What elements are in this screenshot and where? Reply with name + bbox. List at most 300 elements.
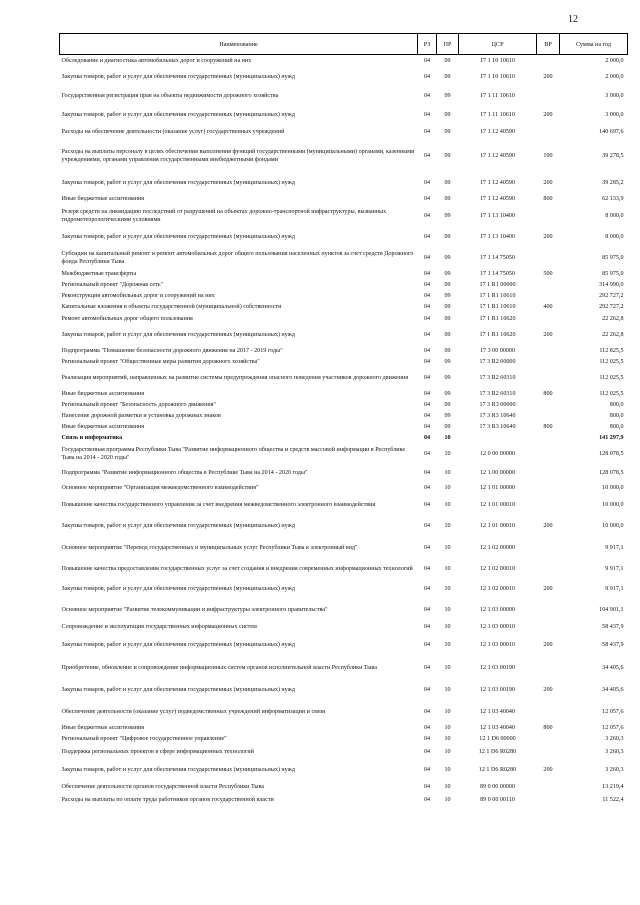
row-vr: 500 (543, 271, 553, 278)
row-sum: 39 278,5 (602, 152, 624, 159)
row-sum: 112 825,5 (599, 347, 624, 354)
row-rz: 04 (423, 293, 431, 300)
row-sum: 34 405,6 (602, 664, 624, 671)
row-rz: 04 (423, 92, 431, 99)
row-csr: 12 1 03 00010 (479, 641, 516, 648)
row-name: Основное мероприятие "Организация межведомственного взаимодействия" (61, 485, 259, 492)
row-rz: 04 (423, 708, 431, 715)
row-sum: 8 000,0 (605, 212, 624, 219)
row-csr: 17 1 13 10400 (479, 233, 516, 240)
row-vr (537, 735, 560, 746)
row-rz: 04 (423, 784, 431, 791)
row-sum: 3 260,3 (605, 748, 624, 755)
row-vr: 200 (543, 766, 553, 773)
row-pr: 09 (444, 233, 451, 240)
table-row (60, 735, 628, 746)
row-pr: 09 (444, 57, 451, 64)
row-vr: 200 (543, 331, 553, 338)
table-row (60, 174, 628, 194)
row-vr: 200 (543, 179, 553, 186)
table-row (60, 702, 628, 724)
row-sum: 9 917,1 (605, 565, 624, 572)
row-rz: 04 (423, 315, 431, 322)
row-name: Субсидии на капитальный ремонт и ремонт автомобильных дорог общего пользования населенных пунктов за счет средств Дорожного фонда Республики Тыва (61, 251, 414, 265)
row-name: Иные бюджетные ассигнования (61, 391, 145, 398)
row-csr: 17 3 R2 60310 (479, 375, 516, 382)
row-vr (537, 444, 560, 466)
row-rz: 04 (423, 585, 431, 592)
table-row (60, 346, 628, 358)
table-row (60, 292, 628, 303)
row-rz: 04 (423, 195, 431, 202)
row-name: Реализация мероприятий, направленных на развитие системы предупреждения опасного поведения участников дорожного движения (61, 375, 409, 382)
table-row (60, 444, 628, 466)
row-name: Резерв средств на ликвидацию последствий от разрушений на объектах дорожно-транспортной инфраструктуры, вызванных гидрометеорологическими условиями (61, 209, 387, 223)
row-sum: 9 917,1 (605, 544, 624, 551)
row-sum: 39 285,2 (602, 179, 624, 186)
row-rz: 04 (423, 152, 431, 159)
row-pr: 10 (444, 708, 451, 715)
row-vr (537, 248, 560, 270)
row-pr: 10 (444, 784, 451, 791)
table-row (60, 270, 628, 281)
row-sum: 292 727,2 (599, 293, 624, 300)
row-name: Закупка товаров, работ и услуг для обеспечения государственных (муниципальных) нужд (61, 766, 295, 773)
row-csr: 17 1 12 40590 (479, 152, 516, 159)
row-vr: 200 (543, 522, 553, 529)
table-row (60, 496, 628, 516)
row-name: Повышение качества государственного управления за счет внедрения межведомственного электронного взаимодействия (61, 501, 376, 508)
row-csr: 17 1 11 10610 (480, 111, 515, 118)
row-sum: 314 990,0 (599, 282, 624, 289)
row-csr: 17 1 10 10610 (479, 73, 516, 80)
row-csr: 12 1 D6 R0280 (478, 766, 517, 773)
table-row (60, 658, 628, 680)
row-rz: 04 (423, 606, 431, 613)
row-csr: 12 1 02 00010 (479, 585, 516, 592)
header-rz: РЗ (418, 34, 437, 55)
row-name: Капитальные вложения в объекты государственной (муниципальной) собственности (61, 304, 282, 311)
row-rz: 04 (423, 304, 431, 311)
row-csr: 17 1 R1 00000 (479, 282, 516, 289)
row-vr (537, 55, 560, 68)
row-pr: 09 (444, 111, 451, 118)
row-name: Закупка товаров, работ и услуг для обеспечения государственных (муниципальных) нужд (61, 111, 295, 118)
row-csr: 89 0 00 00000 (479, 784, 516, 791)
row-pr: 10 (444, 736, 451, 743)
row-name: Региональный проект "Безопасность дорожного движения" (61, 402, 216, 409)
row-sum: 10 000,0 (602, 522, 624, 529)
row-vr: 800 (543, 725, 553, 732)
row-name: Иные бюджетные ассигнования (61, 725, 145, 732)
row-pr: 09 (444, 375, 451, 382)
row-rz: 04 (423, 413, 431, 420)
row-sum: 8 000,0 (605, 233, 624, 240)
row-vr: 200 (543, 73, 553, 80)
row-vr (537, 434, 560, 444)
table-row (60, 390, 628, 401)
row-sum: 9 917,1 (605, 585, 624, 592)
table-row (60, 634, 628, 658)
row-pr: 10 (444, 485, 451, 492)
row-rz: 04 (423, 128, 431, 135)
table-row (60, 326, 628, 346)
row-vr (537, 206, 560, 228)
table-row (60, 434, 628, 444)
row-rz: 04 (423, 501, 431, 508)
row-pr: 10 (444, 686, 451, 693)
row-sum: 3 000,0 (605, 92, 624, 99)
row-rz: 04 (423, 347, 431, 354)
row-rz: 04 (423, 271, 431, 278)
row-rz: 04 (423, 391, 431, 398)
row-sum: 10 000,0 (602, 485, 624, 492)
row-pr: 09 (444, 179, 451, 186)
row-name: Нанесение дорожной разметки и установка дорожных знаков (61, 413, 221, 420)
row-rz: 04 (423, 641, 431, 648)
row-csr: 12 0 00 00000 (479, 450, 516, 457)
row-vr (537, 795, 560, 807)
row-pr: 10 (444, 796, 451, 803)
row-pr: 09 (444, 359, 451, 366)
header-sum: Сумма на год (560, 34, 628, 55)
row-csr: 12 1 02 00000 (479, 544, 516, 551)
row-vr: 200 (543, 233, 553, 240)
row-sum: 104 901,1 (599, 606, 624, 613)
row-vr: 800 (543, 391, 553, 398)
row-vr (537, 369, 560, 390)
row-pr: 10 (444, 641, 451, 648)
row-csr: 12 1 02 00010 (479, 565, 516, 572)
row-pr: 09 (444, 315, 451, 322)
row-csr: 12 1 03 40040 (479, 725, 516, 732)
row-pr: 09 (444, 293, 451, 300)
row-pr: 10 (444, 606, 451, 613)
table-row (60, 560, 628, 580)
row-vr: 200 (543, 111, 553, 118)
row-name: Обследование и диагностика автомобильных дорог и сооружений на них (61, 57, 252, 64)
row-pr: 09 (444, 402, 451, 409)
row-csr: 17 1 12 40590 (479, 179, 516, 186)
row-rz: 04 (423, 686, 431, 693)
row-pr: 09 (444, 128, 451, 135)
row-sum: 128 078,5 (599, 470, 624, 477)
row-vr (537, 658, 560, 680)
table-row (60, 538, 628, 560)
row-sum: 58 437,9 (602, 623, 624, 630)
table-row (60, 412, 628, 423)
table-row (60, 126, 628, 140)
row-rz: 04 (423, 233, 431, 240)
row-rz: 04 (423, 748, 431, 755)
row-csr: 12 1 03 00190 (479, 686, 516, 693)
row-sum: 13 219,4 (602, 784, 624, 791)
row-pr: 10 (444, 565, 451, 572)
row-pr: 10 (444, 470, 451, 477)
row-csr: 12 1 01 00010 (479, 522, 516, 529)
row-vr (537, 600, 560, 622)
page-number: 12 (568, 14, 578, 25)
row-name: Закупка товаров, работ и услуг для обеспечения государственных (муниципальных) нужд (61, 641, 295, 648)
row-csr: 17 3 R3 10640 (479, 424, 516, 431)
row-sum: 2 000,0 (605, 57, 624, 64)
table-row (60, 516, 628, 538)
table-row (60, 746, 628, 760)
row-name: Иные бюджетные ассигнования (61, 195, 145, 202)
row-name: Ремонт автомобильных дорог общего пользования (61, 315, 193, 322)
row-csr: 89 0 00 00110 (480, 796, 515, 803)
row-name: Подпрограмма "Повышение безопасности дорожного движения на 2017 - 2019 годы" (61, 347, 283, 354)
row-name: Основное мероприятие "Развитие телекоммуникации и инфраструктуры электронного правительства" (61, 606, 328, 613)
row-name: Иные бюджетные ассигнования (61, 424, 145, 431)
row-csr: 17 1 10 10610 (479, 57, 516, 64)
row-sum: 112 025,5 (599, 359, 624, 366)
row-vr (537, 746, 560, 760)
row-vr: 200 (543, 641, 553, 648)
table-row (60, 55, 628, 68)
row-csr: 17 1 R1 10620 (479, 315, 516, 322)
row-rz: 04 (423, 282, 431, 289)
row-rz: 04 (423, 450, 431, 457)
header-name: Наименование (60, 34, 418, 55)
table-row (60, 483, 628, 496)
row-vr (537, 401, 560, 412)
row-vr: 200 (543, 585, 553, 592)
row-vr (537, 622, 560, 634)
row-name: Закупка товаров, работ и услуг для обеспечения государственных (муниципальных) нужд (61, 686, 295, 693)
row-rz: 04 (423, 736, 431, 743)
table-row (60, 194, 628, 206)
row-name: Государственная регистрация прав на объекты недвижимости дорожного хозяйства (61, 92, 279, 99)
row-csr: 12 1 03 00190 (479, 664, 516, 671)
row-csr: 17 1 14 75050 (479, 254, 516, 261)
table-row (60, 281, 628, 292)
row-csr: 17 3 00 00000 (479, 347, 516, 354)
budget-table (59, 33, 628, 807)
row-pr: 10 (444, 623, 451, 630)
row-vr (537, 126, 560, 140)
row-rz: 04 (423, 254, 431, 261)
row-pr: 10 (444, 434, 451, 441)
table-row (60, 248, 628, 270)
table-row (60, 314, 628, 326)
table-row (60, 622, 628, 634)
row-rz: 04 (423, 424, 431, 431)
row-pr: 09 (444, 152, 451, 159)
row-pr: 10 (444, 725, 451, 732)
row-pr: 09 (444, 212, 451, 219)
row-csr: 17 1 R1 10620 (479, 331, 516, 338)
row-sum: 112 025,5 (599, 375, 624, 382)
row-sum: 62 133,9 (602, 195, 624, 202)
row-rz: 04 (423, 331, 431, 338)
row-name: Государственная программа Республики Тыва "Развитие информационного общества и средств массовой информации в Республике Тыва на 2014 - 2020 годы" (61, 447, 406, 461)
row-sum: 85 975,0 (602, 254, 624, 261)
row-rz: 04 (423, 402, 431, 409)
row-name: Обеспечение деятельности (оказание услуг) подведомственных учреждений информатизации и связи (61, 708, 326, 715)
row-rz: 04 (423, 57, 431, 64)
row-sum: 85 975,0 (602, 271, 624, 278)
row-csr: 17 3 R2 00000 (479, 359, 516, 366)
row-sum: 140 697,6 (599, 128, 624, 135)
row-csr: 17 1 13 10400 (479, 212, 516, 219)
table-header (60, 34, 628, 55)
row-sum: 34 405,6 (602, 686, 624, 693)
row-vr (537, 88, 560, 106)
row-pr: 09 (444, 195, 451, 202)
row-pr: 10 (444, 501, 451, 508)
row-csr: 12 1 03 00010 (479, 623, 516, 630)
table-row (60, 600, 628, 622)
row-pr: 09 (444, 92, 451, 99)
table-row (60, 140, 628, 174)
row-vr (537, 314, 560, 326)
row-rz: 04 (423, 623, 431, 630)
row-rz: 04 (423, 470, 431, 477)
row-vr (537, 358, 560, 369)
row-vr (537, 702, 560, 724)
table-row (60, 401, 628, 412)
row-csr: 17 1 14 75050 (479, 271, 516, 278)
row-name: Обеспечение деятельности органов государственной власти Республики Тыва (61, 784, 264, 791)
row-name: Закупка товаров, работ и услуг для обеспечения государственных (муниципальных) нужд (61, 73, 295, 80)
row-pr: 10 (444, 664, 451, 671)
table-row (60, 580, 628, 600)
row-pr: 09 (444, 304, 451, 311)
row-vr: 800 (543, 195, 553, 202)
row-pr: 10 (444, 522, 451, 529)
table-row (60, 303, 628, 314)
header-csr: ЦСР (459, 34, 537, 55)
row-pr: 09 (444, 331, 451, 338)
row-csr: 17 1 12 40590 (479, 195, 516, 202)
header-pr: ПР (437, 34, 459, 55)
row-name: Региональный проект "Общественные меры развития дорожного хозяйства" (61, 359, 260, 366)
table-row (60, 760, 628, 782)
row-name: Связь и информатика (61, 434, 123, 441)
row-name: Подпрограмма "Развитие информационного общества в Республике Тыва на 2014 - 2020 годы" (61, 470, 308, 477)
row-rz: 04 (423, 73, 431, 80)
row-csr: 12 1 03 00000 (479, 606, 516, 613)
table-row (60, 782, 628, 795)
row-sum: 112 025,5 (599, 391, 624, 398)
row-csr: 17 3 R3 00000 (479, 402, 516, 409)
row-vr (537, 292, 560, 303)
row-pr: 09 (444, 391, 451, 398)
row-name: Повышение качества предоставления государственных услуг за счет создания и внедрения современных информационных технологий (61, 565, 413, 572)
row-name: Поддержка региональных проектов в сфере информационных технологий (61, 748, 254, 755)
row-sum: 800,0 (609, 402, 624, 409)
row-rz: 04 (423, 565, 431, 572)
row-name: Приобретение, обновление и сопровождение информационных систем органов исполнительной власти Республики Тыва (61, 664, 377, 671)
table-row (60, 68, 628, 88)
row-name: Закупка товаров, работ и услуг для обеспечения государственных (муниципальных) нужд (61, 522, 295, 529)
row-csr: 12 1 01 00010 (479, 501, 516, 508)
row-rz: 04 (423, 485, 431, 492)
row-csr: 17 3 R2 60310 (479, 391, 516, 398)
row-rz: 04 (423, 766, 431, 773)
row-csr: 17 3 R3 10640 (479, 413, 516, 420)
row-pr: 09 (444, 254, 451, 261)
row-rz: 04 (423, 111, 431, 118)
row-sum: 141 297,9 (599, 434, 624, 441)
row-name: Расходы на выплаты по оплате труда работников органов государственной власти (61, 796, 274, 803)
row-pr: 10 (444, 544, 451, 551)
table-row (60, 724, 628, 735)
row-csr: 12 1 D6 R0280 (478, 748, 517, 755)
row-vr (537, 281, 560, 292)
row-name: Закупка товаров, работ и услуг для обеспечения государственных (муниципальных) нужд (61, 331, 295, 338)
table-row (60, 680, 628, 702)
row-vr: 200 (543, 686, 553, 693)
row-pr: 09 (444, 271, 451, 278)
row-csr: 17 1 12 40590 (479, 128, 516, 135)
row-vr (537, 496, 560, 516)
row-csr: 12 1 01 00000 (479, 485, 516, 492)
row-vr (537, 538, 560, 560)
row-name: Основное мероприятие "Перевод государственных и муниципальных услуг Республики Тыва в электронный вид" (61, 544, 358, 551)
row-pr: 10 (444, 585, 451, 592)
row-vr: 800 (543, 424, 553, 431)
row-name: Расходы на обеспечение деятельности (оказание услуг) государственных учреждений (61, 128, 285, 135)
row-vr (537, 560, 560, 580)
row-csr: 12 1 D6 00000 (479, 736, 516, 743)
row-name: Расходы на выплаты персоналу в целях обеспечения выполнения функций государственными (муниципальными) органами, казенными учреждениями, органами управления государственными внебюджетными фондами (61, 149, 415, 163)
row-pr: 09 (444, 347, 451, 354)
row-rz: 04 (423, 725, 431, 732)
row-pr: 09 (444, 413, 451, 420)
table-row (60, 466, 628, 483)
row-rz: 04 (423, 359, 431, 366)
row-sum: 800,0 (609, 424, 624, 431)
row-sum: 12 057,6 (602, 708, 624, 715)
row-sum: 3 000,0 (605, 111, 624, 118)
row-sum: 2 000,0 (605, 73, 624, 80)
row-csr: 17 1 11 10610 (480, 92, 515, 99)
row-vr (537, 346, 560, 358)
row-sum: 10 000,0 (602, 501, 624, 508)
row-csr (459, 434, 537, 444)
row-sum: 128 078,5 (599, 450, 624, 457)
row-name: Сопровождение и эксплуатация государственных информационных систем (61, 623, 257, 630)
row-name: Закупка товаров, работ и услуг для обеспечения государственных (муниципальных) нужд (61, 179, 295, 186)
row-rz: 04 (423, 544, 431, 551)
row-csr: 12 1 03 40040 (479, 708, 516, 715)
table-row (60, 106, 628, 126)
row-sum: 3 260,3 (605, 766, 624, 773)
table-row (60, 795, 628, 807)
row-sum: 3 260,3 (605, 736, 624, 743)
row-rz: 04 (423, 664, 431, 671)
row-name: Реконструкция автомобильных дорог и сооружений на них (61, 293, 215, 300)
header-vr: ВР (537, 34, 560, 55)
row-sum: 800,0 (609, 413, 624, 420)
row-name: Региональный проект "Цифровое государственное управление" (61, 736, 227, 743)
row-sum: 12 057,6 (602, 725, 624, 732)
row-name: Закупка товаров, работ и услуг для обеспечения государственных (муниципальных) нужд (61, 585, 295, 592)
row-rz: 04 (423, 434, 431, 441)
row-pr: 09 (444, 424, 451, 431)
table-row (60, 369, 628, 390)
row-sum: 22 262,8 (602, 315, 624, 322)
row-name: Межбюджетные трансферты (61, 271, 137, 278)
table-row (60, 88, 628, 106)
row-pr: 09 (444, 282, 451, 289)
row-rz: 04 (423, 179, 431, 186)
row-sum: 11 522,4 (602, 796, 624, 803)
row-vr (537, 782, 560, 795)
row-csr: 17 1 R1 10610 (479, 293, 516, 300)
